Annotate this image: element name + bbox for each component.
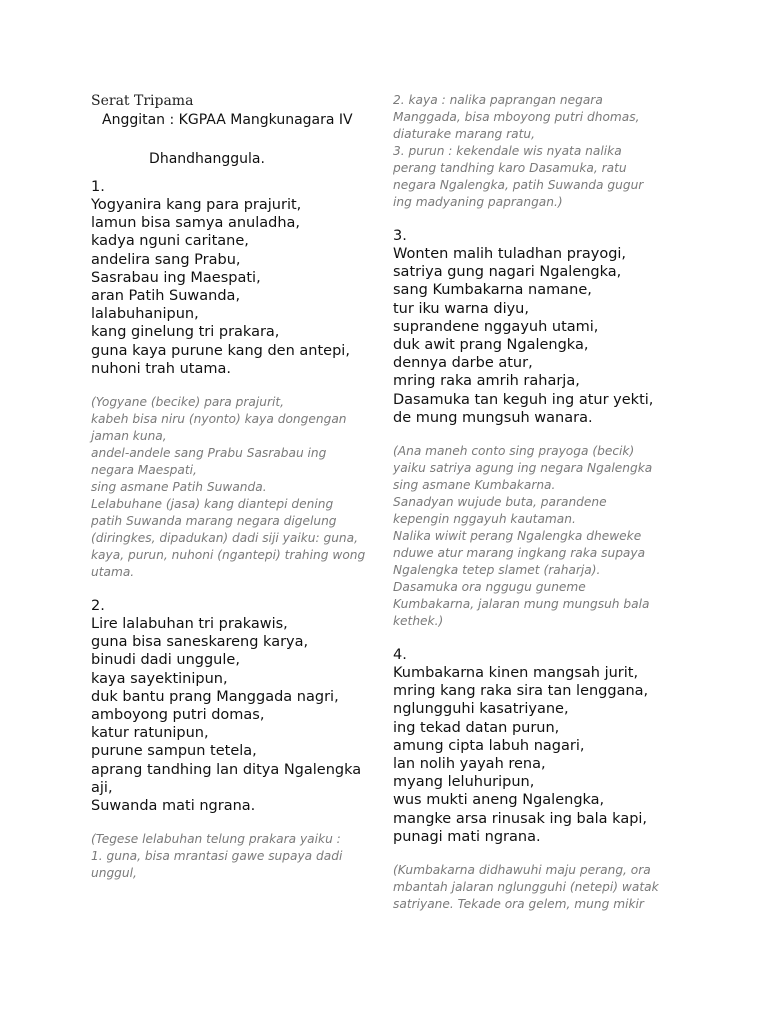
note-line: Dasamuka ora nggugu guneme bbox=[393, 580, 586, 595]
document-title: Serat Tripama bbox=[91, 93, 194, 109]
verse-line: binudi dadi unggule, bbox=[91, 652, 240, 669]
stanza-2 bbox=[91, 597, 383, 815]
note-line: ing madyaning paprangan.) bbox=[393, 195, 563, 209]
note-line: patih Suwanda marang negara digelung bbox=[91, 514, 337, 529]
verse-line: suprandene nggayuh utami, bbox=[393, 318, 599, 335]
verse-line: kadya nguni caritane, bbox=[91, 233, 249, 250]
verse-line: nuhoni trah utama. bbox=[91, 360, 231, 377]
verse-line: sang Kumbakarna namane, bbox=[393, 282, 592, 299]
verse-line: kaya sayektinipun, bbox=[91, 670, 228, 687]
verse-line: guna bisa saneskareng karya, bbox=[91, 634, 309, 651]
author-line: Anggitan : KGPAA Mangkunagara IV bbox=[102, 112, 353, 128]
verse-line: aji, bbox=[91, 779, 113, 796]
verse-line: andelira sang Prabu, bbox=[91, 251, 241, 268]
note-line: jaman kuna, bbox=[91, 429, 167, 444]
translation-note-2-continued bbox=[393, 92, 683, 211]
note-line: andel-andele sang Prabu Sasrabau ing bbox=[91, 446, 327, 461]
verse-line: Kumbakarna kinen mangsah jurit, bbox=[393, 665, 639, 682]
verse-line: nglungguhi kasatriyane, bbox=[393, 701, 569, 718]
metre-period: . bbox=[260, 151, 265, 167]
note-line: negara Ngalengka, patih Suwanda gugur bbox=[393, 178, 644, 192]
note-line: satriyane. Tekade ora gelem, mung mikir bbox=[393, 897, 644, 912]
translation-note-1 bbox=[91, 394, 383, 581]
note-line: Sanadyan wujude buta, parandene bbox=[393, 495, 607, 510]
note-line: nduwe atur marang ingkang raka supaya bbox=[393, 546, 646, 561]
metre-name: Dhandhanggula bbox=[149, 151, 261, 167]
note-line: (diringkes, dipadukan) dadi siji yaiku: guna, bbox=[91, 531, 358, 546]
verse-line: ing tekad datan purun, bbox=[393, 719, 560, 736]
note-line: (Ana maneh conto sing prayoga (becik) bbox=[393, 444, 635, 459]
verse-line: dennya darbe atur, bbox=[393, 355, 533, 372]
verse-line: kang ginelung tri prakara, bbox=[91, 324, 280, 341]
translation-note-4 bbox=[393, 862, 683, 913]
verse-line: katur ratunipun, bbox=[91, 725, 209, 742]
translation-note-3 bbox=[393, 443, 683, 630]
verse-line: mring raka amrih raharja, bbox=[393, 373, 580, 390]
verse-line: wus mukti aneng Ngalengka, bbox=[393, 792, 605, 809]
note-line: kepengin nggayuh kautaman. bbox=[393, 512, 576, 527]
note-line: Lelabuhane (jasa) kang diantepi dening bbox=[91, 497, 334, 512]
note-line: Nalika wiwit perang Ngalengka dheweke bbox=[393, 529, 642, 544]
verse-line: Dasamuka tan keguh ing atur yekti, bbox=[393, 391, 654, 408]
verse-line: Yogyanira kang para prajurit, bbox=[91, 197, 302, 213]
verse-line: Wonten malih tuladhan prayogi, bbox=[393, 246, 627, 262]
note-line: 1. guna, bisa mrantasi gawe supaya dadi bbox=[91, 849, 343, 864]
note-line: kethek.) bbox=[393, 614, 444, 629]
note-line: mbantah jalaran nglungguhi (netepi) watak bbox=[393, 880, 659, 895]
verse-line: purune sampun tetela, bbox=[91, 743, 257, 760]
note-line: diaturake marang ratu, bbox=[393, 127, 536, 141]
verse-line: punagi mati ngrana. bbox=[393, 828, 541, 845]
note-line: negara Maespati, bbox=[91, 463, 197, 478]
verse-line: amung cipta labuh nagari, bbox=[393, 737, 585, 754]
note-line: Manggada, bisa mboyong putri dhomas, bbox=[393, 110, 640, 124]
note-line: Ngalengka tetep slamet (raharja). bbox=[393, 563, 601, 578]
note-line: 3. purun : kekendale wis nyata nalika bbox=[393, 144, 622, 158]
verse-line: aran Patih Suwanda, bbox=[91, 288, 241, 305]
stanza-3 bbox=[393, 227, 683, 427]
verse-line: duk awit prang Ngalengka, bbox=[393, 337, 589, 354]
stanza-number: 1. bbox=[91, 179, 105, 195]
stanza-1 bbox=[91, 178, 383, 378]
verse-line: lamun bisa samya anuladha, bbox=[91, 215, 301, 232]
stanza-number: 4. bbox=[393, 647, 407, 664]
verse-line: satriya gung nagari Ngalengka, bbox=[393, 264, 622, 281]
note-line: perang tandhing karo Dasamuka, ratu bbox=[393, 161, 627, 175]
verse-line: lan nolih yayah rena, bbox=[393, 756, 546, 773]
verse-line: lalabuhanipun, bbox=[91, 306, 199, 323]
note-line: yaiku satriya agung ing negara Ngalengka bbox=[393, 461, 653, 476]
verse-line: tur iku warna diyu, bbox=[393, 300, 529, 317]
metre-heading bbox=[91, 149, 323, 169]
stanza-number: 2. bbox=[91, 598, 105, 615]
note-line: kaya, purun, nuhoni (ngantepi) trahing wong bbox=[91, 548, 366, 563]
note-line: Kumbakarna, jalaran mung mungsuh bala bbox=[393, 597, 650, 612]
verse-line: amboyong putri domas, bbox=[91, 707, 265, 724]
verse-line: mangke arsa rinusak ing bala kapi, bbox=[393, 810, 648, 827]
note-line: kabeh bisa niru (nyonto) kaya dongengan bbox=[91, 412, 347, 427]
stanza-4 bbox=[393, 646, 683, 846]
verse-line: duk bantu prang Manggada nagri, bbox=[91, 688, 339, 705]
translation-note-2 bbox=[91, 831, 383, 882]
right-column bbox=[393, 92, 683, 913]
verse-line: aprang tandhing lan ditya Ngalengka bbox=[91, 761, 362, 778]
note-line: sing asmane Patih Suwanda. bbox=[91, 480, 267, 495]
note-line: (Tegese lelabuhan telung prakara yaiku : bbox=[91, 832, 341, 847]
verse-line: mring kang raka sira tan lenggana, bbox=[393, 683, 649, 700]
note-line: (Yogyane (becike) para prajurit, bbox=[91, 395, 285, 410]
note-line: utama. bbox=[91, 565, 135, 580]
left-column bbox=[91, 92, 383, 882]
note-line: (Kumbakarna didhawuhi maju perang, ora bbox=[393, 863, 651, 878]
note-line: unggul, bbox=[91, 866, 137, 881]
verse-line: Lire lalabuhan tri prakawis, bbox=[91, 616, 288, 633]
note-line: sing asmane Kumbakarna. bbox=[393, 478, 556, 493]
stanza-number: 3. bbox=[393, 228, 407, 244]
verse-line: myang leluhuripun, bbox=[393, 774, 535, 791]
verse-line: guna kaya purune kang den antepi, bbox=[91, 342, 350, 359]
verse-line: Suwanda mati ngrana. bbox=[91, 798, 256, 815]
note-line: 2. kaya : nalika paprangan negara bbox=[393, 93, 603, 107]
verse-line: de mung mungsuh wanara. bbox=[393, 409, 593, 426]
verse-line: Sasrabau ing Maespati, bbox=[91, 269, 261, 286]
